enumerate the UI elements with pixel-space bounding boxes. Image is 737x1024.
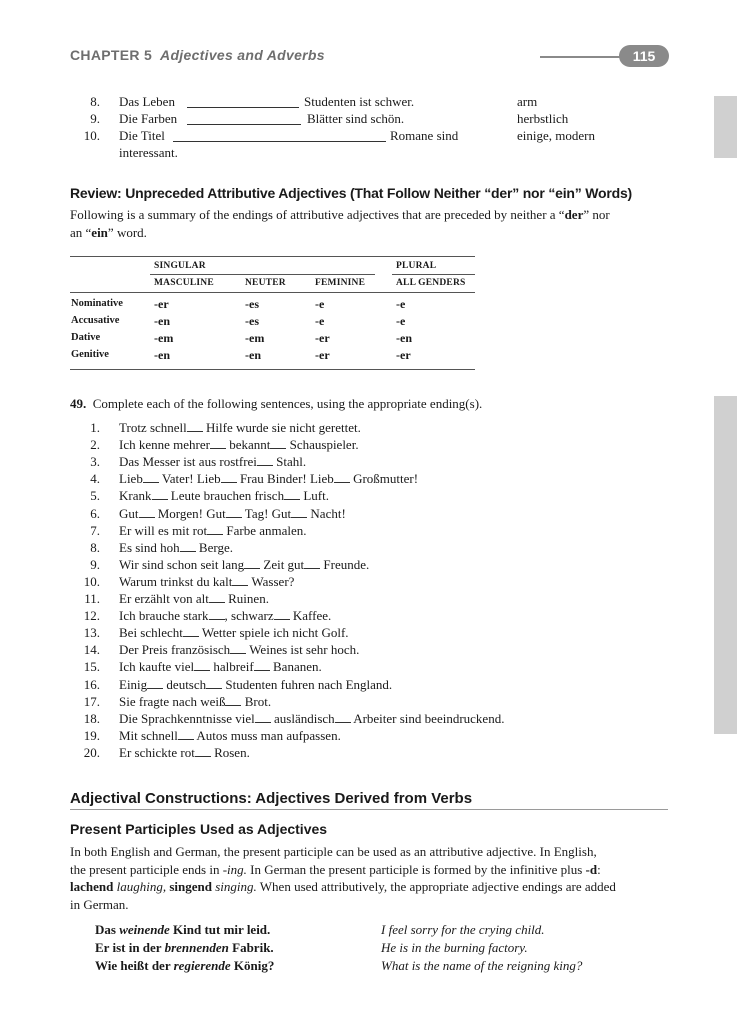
item-number: 4. (90, 471, 100, 487)
answer-blank[interactable] (226, 506, 242, 518)
answer-blank[interactable] (230, 642, 246, 654)
text-run: Schauspieler. (286, 437, 359, 453)
example-english: He is in the burning factory. (381, 940, 528, 955)
text-run: the present participle ends in (70, 861, 223, 877)
table-cell: -er (396, 348, 411, 362)
text-run: Bananen. (269, 659, 322, 675)
example-german (95, 958, 274, 974)
item-text (119, 590, 269, 607)
section-rule (70, 809, 668, 810)
text-run: Weines ist sehr hoch. (246, 642, 360, 658)
item-text: Die Titel (119, 128, 165, 143)
text-run: Brot. (241, 693, 272, 709)
table-cell: -en (245, 348, 261, 362)
participle: regierende (173, 958, 231, 973)
item-number: 15. (83, 659, 100, 675)
text-run: ausländisch (270, 710, 335, 726)
text-run: Wie heißt der (95, 958, 174, 973)
answer-blank[interactable] (209, 608, 225, 620)
item-number: 9. (90, 556, 100, 572)
table-bottom-rule (70, 369, 475, 370)
table-cell: -en (396, 331, 412, 345)
table-cell: -es (245, 297, 259, 311)
item-text (119, 641, 359, 658)
item-number: 6. (90, 505, 100, 521)
gloss: laughing, (113, 879, 170, 894)
case-label: Accusative (71, 315, 120, 326)
table-cell: -em (154, 331, 174, 345)
text-run: Vater! Lieb (158, 471, 221, 487)
item-text: Die Farben (119, 111, 178, 126)
item-number: 10. (83, 128, 100, 143)
term-der: der (564, 207, 584, 222)
answer-blank[interactable] (195, 745, 211, 757)
text-run: Ruinen. (224, 591, 269, 606)
table-header-rule (70, 292, 475, 293)
side-thumb-tab (714, 96, 737, 158)
text-run: Gut (119, 505, 139, 521)
participle-paragraph (70, 843, 670, 913)
table-cell: -er (315, 331, 330, 345)
example-english: I feel sorry for the crying child. (381, 922, 545, 937)
answer-blank[interactable] (274, 608, 290, 620)
item-text: Das Leben (119, 94, 175, 109)
text-run: Leute brauchen frisch (167, 488, 285, 504)
case-label: Genitive (71, 349, 109, 360)
table-cell: -es (245, 314, 259, 328)
text-run: Einig (119, 676, 148, 692)
case-label: Nominative (71, 298, 123, 309)
item-number: 11. (84, 591, 100, 606)
text-run: Das (95, 922, 120, 937)
item-number: 5. (90, 488, 100, 504)
item-number: 2. (90, 437, 100, 453)
answer-blank[interactable] (225, 694, 241, 706)
text-run: Er schickte rot (119, 744, 195, 760)
answer-blank[interactable] (180, 540, 196, 552)
answer-blank[interactable] (143, 471, 159, 483)
text-run: deutsch (163, 676, 207, 692)
table-group-header: PLURAL (396, 261, 437, 271)
item-text (119, 676, 392, 693)
item-text (119, 658, 322, 675)
answer-blank[interactable] (207, 523, 223, 535)
table-cell: -er (154, 297, 169, 311)
text-run: Zeit gut (260, 556, 305, 572)
text-run: Ich kenne mehrer (119, 437, 210, 453)
text-run: Morgen! Gut (154, 505, 226, 521)
answer-blank[interactable] (147, 677, 163, 689)
text-run: -ing. (222, 861, 247, 877)
answer-blank[interactable] (209, 591, 225, 603)
table-cell: -er (315, 348, 330, 362)
answer-blank[interactable] (194, 659, 210, 671)
answer-blank[interactable] (187, 113, 301, 125)
text-run: Trotz schnell (119, 420, 187, 435)
text-run: Mit schnell (119, 727, 178, 743)
text-run: Frau Binder! Lieb (236, 471, 334, 487)
item-text (119, 693, 271, 710)
answer-blank[interactable] (183, 625, 199, 637)
text-run: Freunde. (320, 556, 370, 572)
example-german (95, 922, 270, 938)
example-english: What is the name of the reigning king? (381, 958, 583, 973)
text-run: Luft. (300, 488, 329, 504)
text-run: Wir sind schon seit lang (119, 556, 245, 572)
term: lachend (70, 879, 114, 894)
text-run: Kind tut mir leid. (169, 922, 271, 937)
item-hint: arm (517, 94, 538, 109)
text-run: Es sind hoh (119, 539, 180, 555)
text-run: ” word. (107, 224, 147, 240)
item-number: 19. (83, 727, 100, 743)
exercise-number: 49. (70, 396, 87, 411)
answer-blank[interactable] (284, 488, 300, 500)
item-text (119, 419, 361, 436)
text-run: Arbeiter sind beeindruckend. (350, 710, 505, 726)
text-run: Nacht! (307, 505, 346, 521)
text-run: Farbe anmalen. (223, 522, 307, 538)
text-run: ” nor (583, 207, 610, 222)
table-column-header: NEUTER (245, 278, 286, 288)
item-text (119, 624, 349, 641)
item-number: 12. (83, 608, 100, 624)
text-run: Ich brauche stark (119, 608, 209, 624)
text-line: In both English and German, the present participle can be used as an attributive adjective. In English, (70, 844, 597, 859)
text-run: Fabrik. (228, 940, 274, 955)
table-cell: -e (396, 297, 406, 311)
text-run: Lieb (119, 471, 143, 487)
text-line: in German. (70, 896, 129, 912)
text-run: Stahl. (272, 454, 307, 470)
review-heading: Review: Unpreceded Attributive Adjectives (That Follow Neither “der” nor “ein” Words) (70, 185, 633, 201)
item-text (119, 607, 331, 624)
item-text (119, 487, 329, 504)
participle: weinende (119, 922, 170, 937)
answer-blank[interactable] (178, 728, 194, 740)
table-column-header: MASCULINE (154, 278, 214, 288)
text-run: Krank (119, 488, 152, 504)
answer-blank[interactable] (291, 506, 307, 518)
answer-blank[interactable] (206, 677, 222, 689)
answer-blank[interactable] (221, 471, 237, 483)
item-number: 3. (90, 454, 100, 470)
text-run: Hilfe wurde sie nicht gerettet. (202, 420, 361, 435)
item-number: 7. (90, 522, 100, 538)
item-continuation: interessant. (119, 145, 178, 160)
text-run: bekannt (225, 437, 271, 453)
text-run: Er ist in der (95, 940, 165, 955)
text-run: Autos muss man aufpassen. (193, 727, 341, 743)
answer-blank[interactable] (244, 557, 260, 569)
item-text: Romane sind (390, 128, 459, 143)
item-number: 8. (90, 94, 100, 109)
item-number: 9. (90, 111, 100, 126)
case-label: Dative (71, 332, 101, 343)
participle: brennenden (164, 940, 229, 955)
item-number: 13. (83, 625, 100, 641)
item-number: 8. (90, 539, 100, 555)
table-cell: -em (245, 331, 265, 345)
item-text (119, 436, 359, 453)
item-text (119, 539, 233, 556)
text-run: Rosen. (210, 744, 250, 760)
table-column-header: ALL GENDERS (396, 278, 466, 288)
text-run: In German the present participle is formed by the infinitive plus (246, 861, 586, 877)
text-run: -d (585, 861, 598, 877)
answer-blank[interactable] (257, 454, 273, 466)
text-run: : (597, 861, 601, 877)
answer-blank[interactable] (270, 437, 286, 449)
item-text (119, 470, 418, 487)
item-text: Blätter sind schön. (307, 111, 405, 126)
item-text (119, 710, 504, 727)
answer-blank[interactable] (254, 659, 270, 671)
header-rule (540, 56, 630, 58)
table-cell: -en (154, 348, 170, 362)
text-run: Bei schlecht (119, 625, 183, 641)
gloss: singing. (211, 879, 257, 894)
text-run: Er will es mit rot (119, 522, 208, 538)
answer-blank[interactable] (232, 574, 248, 586)
table-top-rule (70, 256, 475, 257)
answer-blank[interactable] (334, 471, 350, 483)
item-text (119, 573, 294, 590)
text-run: Warum trinkst du kalt (119, 573, 233, 589)
item-text (119, 744, 250, 761)
text-run: , schwarz (224, 608, 274, 624)
item-text (119, 556, 369, 573)
item-number: 16. (83, 676, 100, 692)
table-cell: -e (315, 297, 325, 311)
answer-blank[interactable] (255, 711, 271, 723)
table-cell: -en (154, 314, 170, 328)
chapter-label: CHAPTER 5 (70, 47, 153, 63)
text-run: Sie fragte nach weiß (119, 693, 226, 709)
text-run: Kaffee. (289, 608, 332, 624)
text-run: Ich kaufte viel (119, 659, 195, 675)
item-number: 18. (83, 710, 100, 726)
item-number: 20. (83, 744, 100, 760)
item-text (119, 727, 341, 744)
text-run: halbreif (210, 659, 254, 675)
term-ein: ein (91, 224, 108, 240)
item-hint: einige, modern (517, 128, 595, 143)
text-run: Berge. (195, 539, 233, 555)
answer-blank[interactable] (210, 437, 226, 449)
subsection-heading: Present Participles Used as Adjectives (70, 821, 328, 837)
running-header (70, 47, 325, 63)
page-number-badge: 115 (619, 45, 669, 67)
term: singend (169, 879, 212, 894)
table-cell: -e (396, 314, 406, 328)
item-text (119, 522, 307, 539)
text-run: Großmutter! (349, 471, 419, 487)
item-text (119, 453, 306, 470)
answer-blank[interactable] (304, 557, 320, 569)
text-run: When used attributively, the appropriate adjective endings are added (256, 879, 616, 894)
answer-blank[interactable] (335, 711, 351, 723)
answer-blank[interactable] (173, 130, 386, 142)
text-run: Wetter spiele ich nicht Golf. (198, 625, 349, 641)
item-number: 14. (83, 642, 100, 658)
table-column-header: FEMININE (315, 278, 366, 288)
table-cell: -e (315, 314, 325, 328)
review-intro (70, 206, 680, 241)
table-group-rule (392, 274, 475, 275)
item-hint: herbstlich (517, 111, 569, 126)
item-number: 1. (90, 420, 100, 435)
example-german (95, 940, 274, 956)
exercise-49-instruction (70, 395, 482, 412)
text-run: Er erzählt von alt (119, 591, 209, 606)
table-group-header: SINGULAR (154, 261, 206, 271)
item-text (119, 505, 346, 522)
answer-blank[interactable] (139, 506, 155, 518)
item-text: Studenten ist schwer. (304, 94, 415, 109)
text-run: Der Preis französisch (119, 642, 231, 658)
item-number: 17. (83, 693, 100, 709)
table-group-rule (150, 274, 375, 275)
chapter-title: Adjectives and Adverbs (160, 47, 325, 63)
text-run: Following is a summary of the endings of attributive adjectives that are preceded by neither a “ (70, 207, 565, 222)
text-run: Studenten fuhren nach England. (222, 676, 393, 692)
section-heading: Adjectival Constructions: Adjectives Derived from Verbs (70, 790, 473, 807)
side-thumb-tab (714, 396, 737, 734)
instruction-text: Complete each of the following sentences, using the appropriate ending(s). (92, 396, 483, 411)
answer-blank[interactable] (187, 420, 203, 432)
text-run: König? (230, 958, 275, 973)
answer-blank[interactable] (152, 488, 168, 500)
text-run: Das Messer ist aus rostfrei (119, 454, 257, 470)
item-number: 10. (83, 573, 100, 589)
text-run: an “ (70, 224, 92, 240)
text-run: Die Sprachkenntnisse viel (119, 710, 255, 726)
text-run: Tag! Gut (241, 505, 292, 521)
answer-blank[interactable] (187, 96, 299, 108)
text-run: Wasser? (248, 573, 295, 589)
